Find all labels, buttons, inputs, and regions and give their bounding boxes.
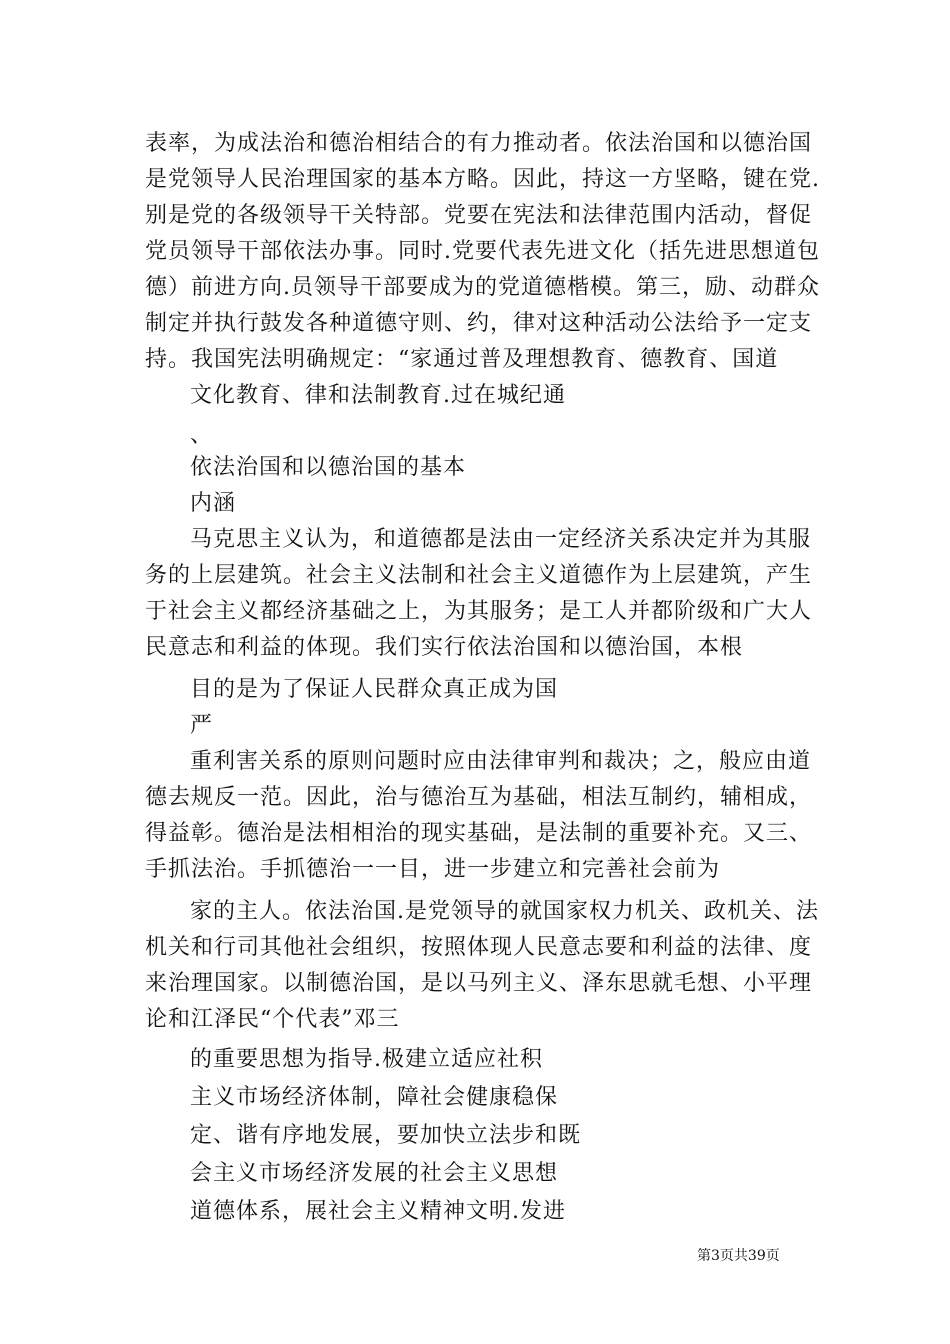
text-line: 目的是为了保证人民群众真正成为国 xyxy=(190,677,559,702)
paragraph-first-line: 重利害关系的原则问题时应由法律审判和裁决；之，般应由道 xyxy=(190,749,812,774)
text-line: 民意志和利益的体现。我们实行依法治国和以德治国，本根 xyxy=(145,635,744,660)
paragraph-first-line: 马克思主义认为，和道德都是法由一定经济关系决定并为其服 xyxy=(190,527,812,552)
text-line: 得益彰。德治是法相相治的现实基础，是法制的重要补充。又三、 xyxy=(145,821,813,846)
page-number: 第3页共39页 xyxy=(697,1248,780,1264)
text-line: 来治理国家。以制德治国，是以马列主义、泽东思就毛想、小平理 xyxy=(145,971,813,996)
paragraph-first-line: 家的主人。依法治国.是党领导的就国家权力机关、政机关、法 xyxy=(190,899,819,924)
text-line: 手抓法治。手抓德治一一目，进一步建立和完善社会前为 xyxy=(145,857,721,882)
section-heading: 依法治国和以德治国的基本 xyxy=(190,455,467,480)
text-line: 机关和行司其他社会组织，按照体现人民意志要和利益的法律、度 xyxy=(145,935,813,960)
text-line: 文化教育、律和法制教育.过在城纪通 xyxy=(190,383,566,408)
text-line: 、 xyxy=(190,423,214,448)
text-line: 会主义市场经济发展的社会主义思想 xyxy=(190,1161,559,1186)
text-line: 主义市场经济体制，障社会健康稳保 xyxy=(190,1085,559,1110)
text-line: 的重要思想为指导.极建立适应社积 xyxy=(190,1047,543,1072)
text-line: 是党领导人民治理国家的基本方略。因此，持这一方坚略，键在党. xyxy=(145,167,820,192)
text-line: 务的上层建筑。社会主义法制和社会主义道德作为上层建筑，产生 xyxy=(145,563,813,588)
text-line: 德）前进方向.员领导干部要成为的党道德楷模。第三，励、动群众 xyxy=(145,275,820,300)
text-line: 表率，为成法治和德治相结合的有力推动者。依法治国和以德治国 xyxy=(145,131,813,156)
text-line: 定、谐有序地发展，要加快立法步和既 xyxy=(190,1123,582,1148)
text-line: 严 xyxy=(190,713,214,738)
text-line: 别是党的各级领导干关特部。党要在宪法和法律范围内活动，督促 xyxy=(145,203,813,228)
text-line: 德去规反一范。因此，治与德治互为基础，相法互制约，辅相成， xyxy=(145,785,813,810)
text-line: 持。我国宪法明确规定：“家通过普及理想教育、德教育、国道 xyxy=(145,347,779,372)
text-line: 于社会主义都经济基础之上，为其服务；是工人并都阶级和广大人 xyxy=(145,599,813,624)
text-line: 道德体系，展社会主义精神文明.发进 xyxy=(190,1199,566,1224)
section-heading: 内涵 xyxy=(190,491,237,516)
text-line: 制定并执行鼓发各种道德守则、约，律对这种活动公法给予一定支 xyxy=(145,311,813,336)
text-line: 论和江泽民“个代表”邓三 xyxy=(145,1007,400,1032)
text-line: 党员领导干部依法办事。同时.党要代表先进文化（括先进思想道包 xyxy=(145,239,820,264)
